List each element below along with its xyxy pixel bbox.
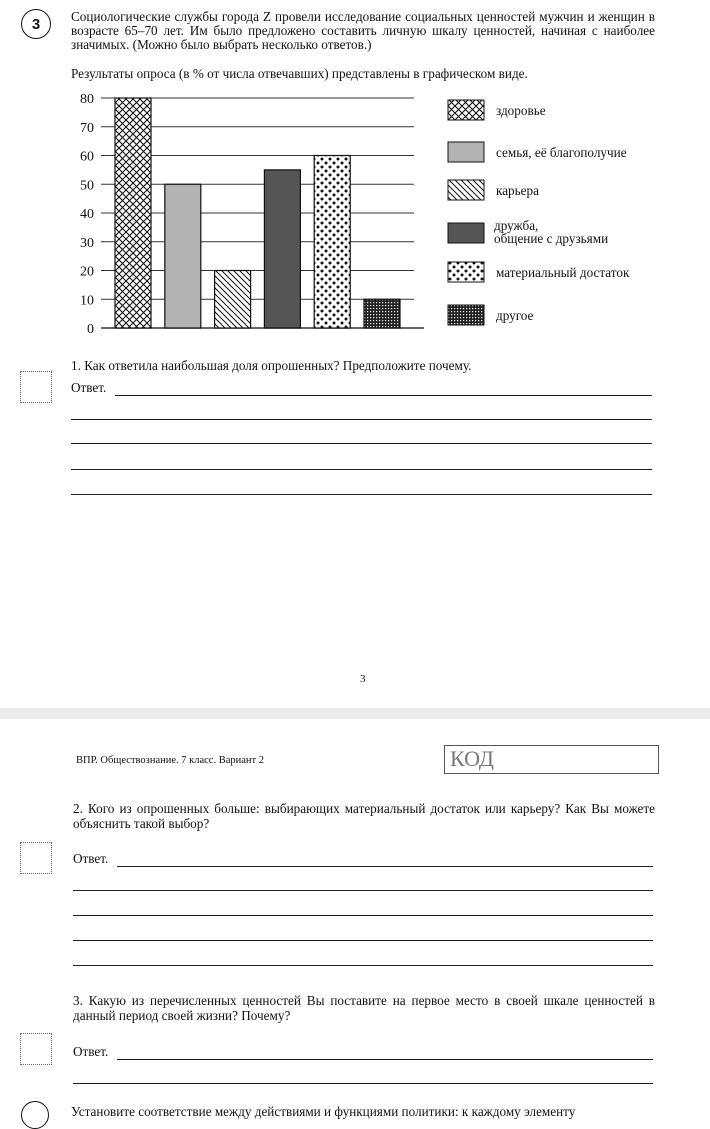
legend-swatch xyxy=(448,142,484,162)
legend-label: общение с друзьями xyxy=(494,231,609,246)
page-2 xyxy=(0,719,710,1119)
bar-2 xyxy=(215,271,251,329)
answer-label-2: Ответ. xyxy=(73,851,109,866)
chart-legend xyxy=(448,100,630,325)
answer-line[interactable] xyxy=(115,395,652,396)
legend-swatch xyxy=(448,305,484,325)
answer-line[interactable] xyxy=(73,915,653,916)
answer-line[interactable] xyxy=(117,866,653,867)
legend-label: здоровье xyxy=(496,103,546,118)
task-number: 3 xyxy=(31,15,41,33)
code-box[interactable] xyxy=(444,745,659,774)
answer-line[interactable] xyxy=(73,1083,653,1084)
page-number: 3 xyxy=(360,673,366,685)
page-header: ВПР. Обществознание. 7 класс. Вариант 2 xyxy=(76,755,264,766)
answer-line[interactable] xyxy=(71,419,652,420)
answer-label-3: Ответ. xyxy=(73,1044,109,1059)
answer-label-1: Ответ. xyxy=(71,380,107,395)
score-box-2[interactable] xyxy=(20,842,52,874)
y-tick-label: 80 xyxy=(80,92,94,107)
answer-line[interactable] xyxy=(71,443,652,444)
y-tick-label: 60 xyxy=(80,149,94,165)
results-caption: Результаты опроса (в % от числа отвечавших) представлены в графическом виде. xyxy=(71,66,528,81)
score-box-1[interactable] xyxy=(20,371,52,403)
next-task-text: Установите соответствие между действиями и функциями политики: к каждому элементу xyxy=(71,1104,576,1119)
legend-swatch xyxy=(448,180,484,200)
task-number-badge xyxy=(21,9,51,39)
legend-label: карьера xyxy=(496,183,539,198)
y-tick-label: 20 xyxy=(80,264,94,280)
next-task-badge xyxy=(21,1101,49,1129)
bar-3 xyxy=(264,170,300,328)
survey-bar-chart xyxy=(0,85,710,430)
y-tick-label: 30 xyxy=(80,235,94,251)
y-tick-label: 50 xyxy=(80,178,94,194)
question-2: 2. Кого из опрошенных больше: выбирающих материальный достаток или карьеру? Как Вы можете объяснить такой выбор? xyxy=(73,801,655,831)
score-box-3[interactable] xyxy=(20,1033,52,1065)
code-label: КОД xyxy=(450,746,494,771)
y-tick-label: 70 xyxy=(80,120,94,136)
legend-label: материальный достаток xyxy=(496,265,630,280)
answer-line[interactable] xyxy=(71,469,652,470)
legend-label: семья, её благополучие xyxy=(496,145,627,160)
task-intro: Социологические службы города Z провели исследование социальных ценностей мужчин и женщин в возрасте 65–70 лет. Им было предложено составить личную шкалу ценностей, начиная с наиболее значимых. (Можно было выбрать несколько ответов.) xyxy=(71,9,655,52)
bar-4 xyxy=(314,156,350,329)
question-3: 3. Какую из перечисленных ценностей Вы поставите на первое место в своей шкале ценностей в данный период своей жизни? Почему? xyxy=(73,993,655,1023)
page-gap xyxy=(0,708,710,719)
legend-swatch xyxy=(448,100,484,120)
legend-label: дружба, xyxy=(494,218,539,233)
legend-swatch xyxy=(448,262,484,282)
bar-0 xyxy=(115,98,151,328)
legend-label: другое xyxy=(496,308,534,323)
answer-line[interactable] xyxy=(73,890,653,891)
bar-5 xyxy=(364,299,400,328)
bar-1 xyxy=(165,184,201,328)
answer-line[interactable] xyxy=(73,940,653,941)
y-tick-label: 40 xyxy=(80,207,94,222)
answer-line[interactable] xyxy=(71,494,652,495)
y-tick-label: 0 xyxy=(87,322,94,337)
y-tick-label: 10 xyxy=(80,293,94,309)
legend-swatch xyxy=(448,223,484,243)
question-1: 1. Как ответила наибольшая доля опрошенных? Предположите почему. xyxy=(71,358,472,373)
chart-y-ticks xyxy=(80,92,94,337)
answer-line[interactable] xyxy=(117,1059,653,1060)
answer-line[interactable] xyxy=(73,965,653,966)
